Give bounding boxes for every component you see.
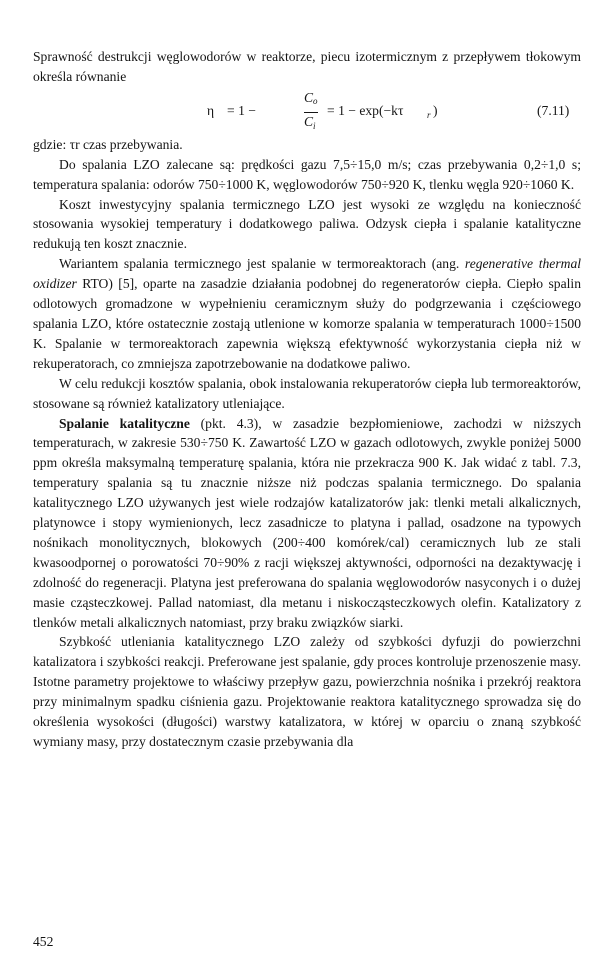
- page-text: [33, 47, 581, 752]
- page-number: 452: [33, 934, 54, 949]
- eq-numerator: C: [304, 89, 314, 105]
- rto-term: regenerative thermal oxidizer: [33, 256, 582, 292]
- eq-denominator: C: [304, 113, 314, 129]
- eq-numerator-sub: o: [313, 95, 318, 106]
- catalytic-heading: Spalanie katalityczne: [59, 415, 190, 431]
- rto-text-a: Wariantem spalania termicznego jest spalanie w termoreaktorach (ang.: [59, 256, 465, 272]
- equation-number: (7.11): [537, 102, 570, 118]
- paragraph-rto: [33, 254, 581, 373]
- paragraph-where: gdzie: τr czas przebywania.: [33, 136, 183, 152]
- eq-exp-close: ): [433, 102, 438, 118]
- eq-exp: = 1 − exp(−kτ: [327, 102, 404, 118]
- eq-exp-sub: r: [427, 109, 431, 120]
- paragraph-oxidation-rate: Szybkość utleniania katalitycznego LZO zależy od szybkości dyfuzji do powierzchni katalizatora i szybkości reakcji. Preferowane jest spalanie, gdy proces kontroluje przenoszenie masy. Istotne parametry projektowe to właściwy przepływ gazu, powierzchnia nośnika i przekrój reaktora przy minimalnym spadku ciśnienia gazu. Projektowanie reaktora katalitycznego sprowadza się do określenia wysokości (długości) warstwy katalizatora, w której w oparciu o znaną szybkość wymiany masy, przy dostatecznym czasie przebywania dla: [33, 634, 581, 749]
- paragraph-cost-reduction: W celu redukcji kosztów spalania, obok instalowania rekuperatorów ciepła lub termoreaktorów, stosowane są również katalizatory utleniające.: [33, 375, 581, 411]
- eq-lhs: η: [207, 102, 215, 118]
- eq-one-minus: = 1 −: [227, 102, 256, 118]
- catalytic-text: (pkt. 4.3), w zasadzie bezpłomieniowe, zachodzi w niższych temperaturach, w zakresie 530÷750 K. Zawartość LZO w gazach odlotowych, zwykle poniżej 5000 ppm określa maksymalną temperaturę spalania, która nie przekracza 900 K. Jak widać z tabl. 7.3, temperatury spalania są tu znacznie niższe niż podczas spalania termicznego. Do spalania katalitycznego LZO używanych jest wiele rodzajów katalizatorów jak: tlenki metali alkalicznych, platynowce i stopy wymienionych, lecz zasadnicze to platyna i pallad, osadzone na typowych nośnikach monolitycznych, blokowych (200÷400 komórek/cal) ceramicznych lub ze stali kwasoodpornej o porowatości 70÷90% z racji większej aktywności, odporności na dezaktywację i zdolność do regeneracji. Platyna jest preferowana do spalania węglowodorów nasyconych i o dużej masie cząsteczkowej. Pallad natomiast, dla metanu i niskocząsteczkowych olefin. Katalizatory z tlenków metali alkalicznych natomiast, przy braku związków siarki.: [33, 415, 581, 630]
- paragraph-parameters: Do spalania LZO zalecane są: prędkości gazu 7,5÷15,0 m/s; czas przebywania 0,2÷1,0 s; temperatura spalania: odorów 750÷1000 K, węglowodorów 750÷920 K, tlenku węgla 920÷1060 K.: [33, 156, 581, 192]
- equation-7-11: [33, 90, 581, 134]
- paragraph-catalytic: [33, 414, 581, 633]
- paragraph-intro: Sprawność destrukcji węglowodorów w reaktorze, piecu izotermicznym z przepływem tłokowym określa równanie: [33, 49, 581, 84]
- eq-fraction-bar: [304, 112, 318, 113]
- rto-text-b: RTO) [5], oparte na zasadzie działania podobnej do regeneratorów ciepła. Ciepło spalin odlotowych gromadzone w wypełnieniu ceramicznym służy do podgrzewania i częściowego spalania LZO, które ostatecznie zostają utlenione w komorze spalania w temperaturach 1000÷1500 K. Spalanie w termoreaktorach zapewnia większą efektywność wykorzystania ciepła niż w rekuperatorach, co zmniejsza zapotrzebowanie na dodatkowe paliwo.: [33, 276, 581, 371]
- paragraph-cost: Koszt inwestycyjny spalania termicznego LZO jest wysoki ze względu na konieczność stosowania wysokiej temperatury i dodatkowego paliwa. Odzysk ciepła i spalanie katalityczne redukują ten koszt znacznie.: [33, 196, 581, 252]
- eq-denominator-sub: i: [313, 120, 316, 131]
